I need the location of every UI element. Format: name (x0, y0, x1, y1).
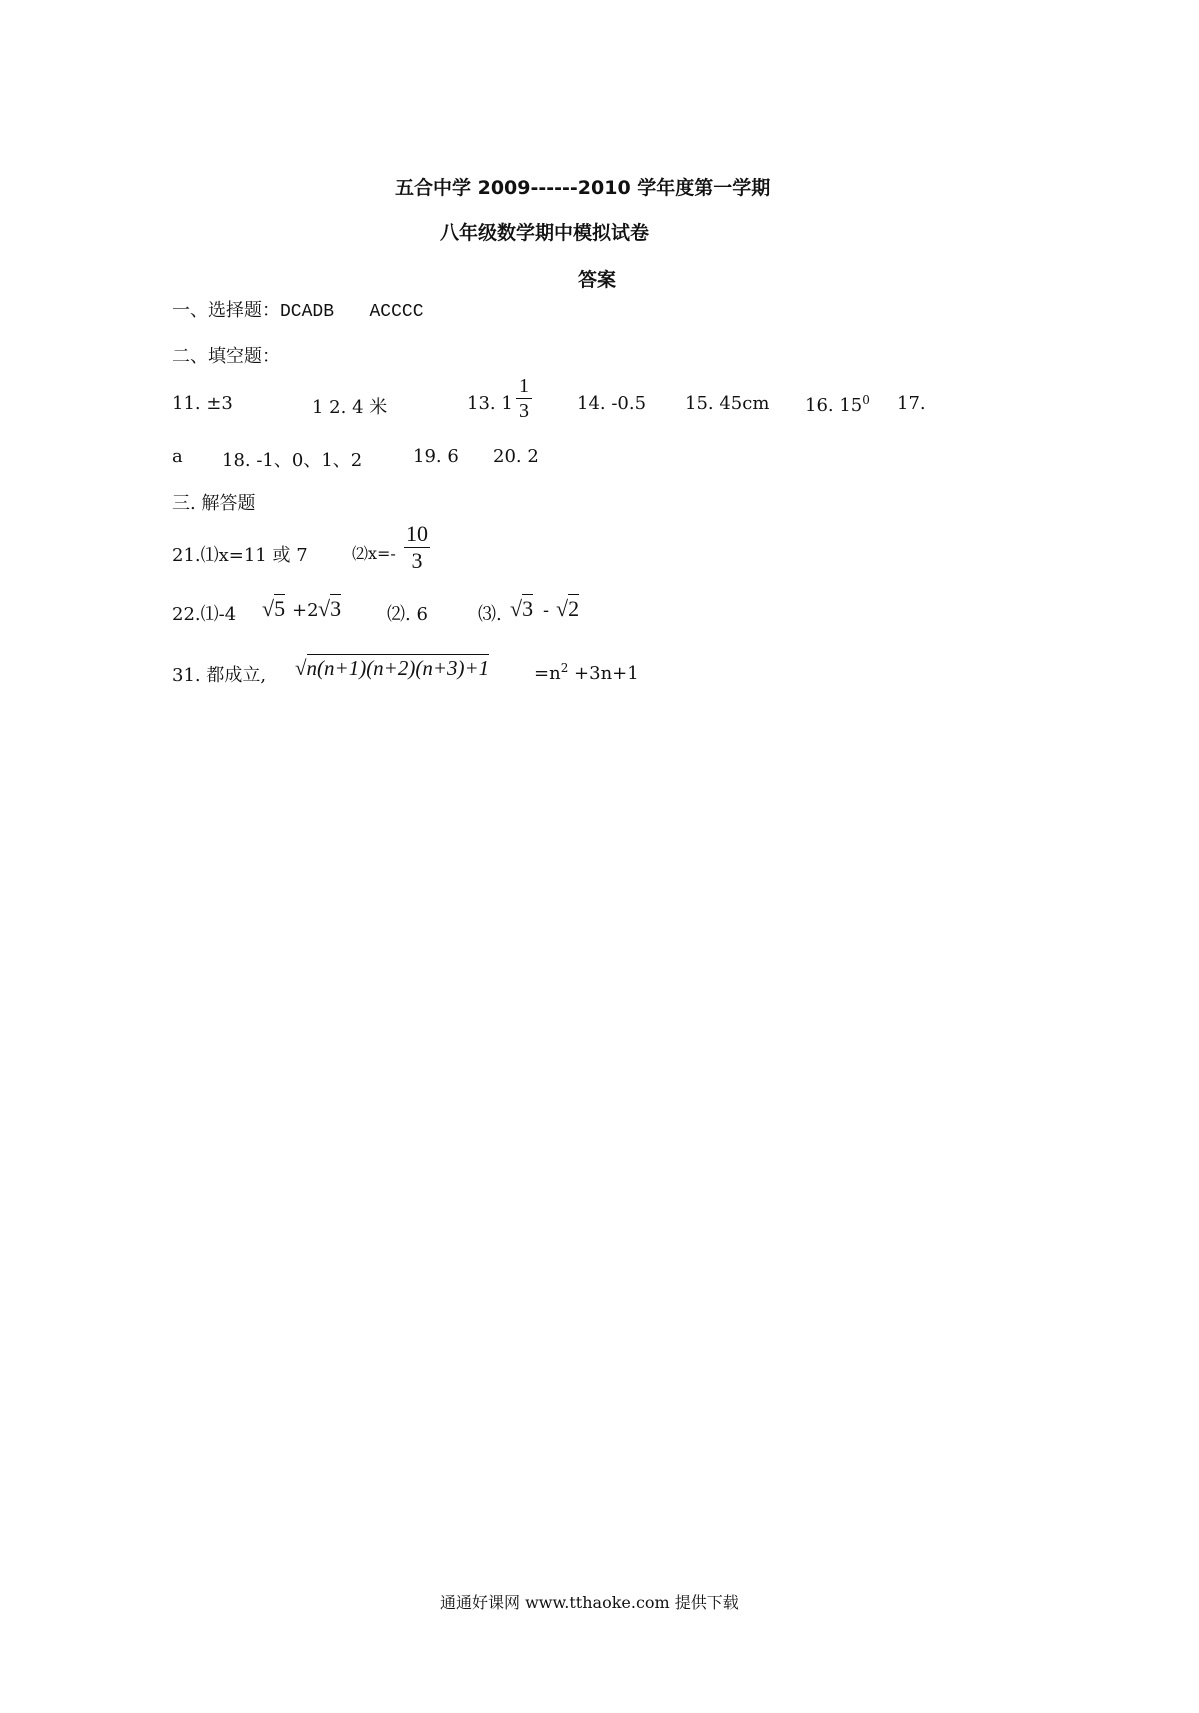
q31-expression: √n(n+1)(n+2)(n+3)+1 (295, 656, 490, 680)
fraction-denominator: 3 (519, 400, 529, 422)
fill-q19: 19. 6 (413, 446, 459, 467)
degree-superscript: 0 (862, 393, 870, 407)
footer-source: 通通好课网 www.tthaoke.com 提供下载 (440, 1593, 739, 1612)
fraction-numerator: 10 (406, 521, 428, 546)
fraction-denominator: 3 (411, 548, 423, 573)
q22-sqrt3b: √3 (510, 596, 534, 621)
q22-sqrt2: √2 (556, 596, 580, 621)
q22-plus2: +2 (292, 600, 319, 621)
choice-answers-1: DCADB (280, 302, 335, 322)
fill-q17-answer: a (172, 446, 183, 467)
section-solve-label: 三. 解答题 (172, 493, 256, 514)
choice-answers-2: ACCCC (369, 302, 424, 322)
exam-title-line2: 八年级数学期中模拟试卷 (440, 222, 650, 244)
q31-label: 31. 都成立, (172, 665, 267, 686)
square-superscript: 2 (560, 661, 569, 675)
fill-q15: 15. 45cm (685, 393, 770, 414)
section-choice-label: 一、选择题： (172, 300, 280, 321)
fill-q20: 20. 2 (493, 446, 539, 467)
fill-q16-value: 16. 15 (805, 395, 863, 416)
fill-q13-fraction (516, 376, 532, 421)
exam-title-line1: 五合中学 2009------2010 学年度第一学期 (395, 177, 771, 199)
fraction-numerator: 1 (519, 375, 529, 397)
q31-result: $=n^2 +3n+1$ (534, 661, 639, 684)
fill-q14: 14. -0.5 (577, 393, 647, 414)
q22-sqrt3: √3 (318, 596, 342, 621)
q21-fraction (404, 523, 430, 572)
fill-q13: 13. 1 (467, 393, 513, 414)
q22-part3: ⑶. (478, 604, 502, 625)
exam-title-answer: 答案 (578, 269, 617, 291)
fill-q18: 18. -1、0、1、2 (222, 450, 363, 471)
section-fill-label: 二、填空题： (172, 346, 280, 367)
fill-q17: 17. (897, 393, 926, 414)
q21-part1: 21.⑴x=11 或 7 (172, 545, 308, 566)
q22-minus: - (543, 600, 550, 621)
q31-radicand: n(n+1)(n+2)(n+3)+1 (306, 656, 490, 680)
q21-part2: ⑵x=- (352, 544, 396, 563)
q22-part2: ⑵. 6 (387, 604, 428, 625)
section-choice (172, 296, 424, 322)
fill-q16 (805, 393, 870, 416)
fill-q11: 11. ±3 (172, 393, 233, 414)
fill-q12: 1 2. 4 米 (312, 397, 388, 418)
q22-sqrt5: √5 (262, 596, 286, 621)
q22-part1: 22.⑴-4 (172, 604, 237, 625)
